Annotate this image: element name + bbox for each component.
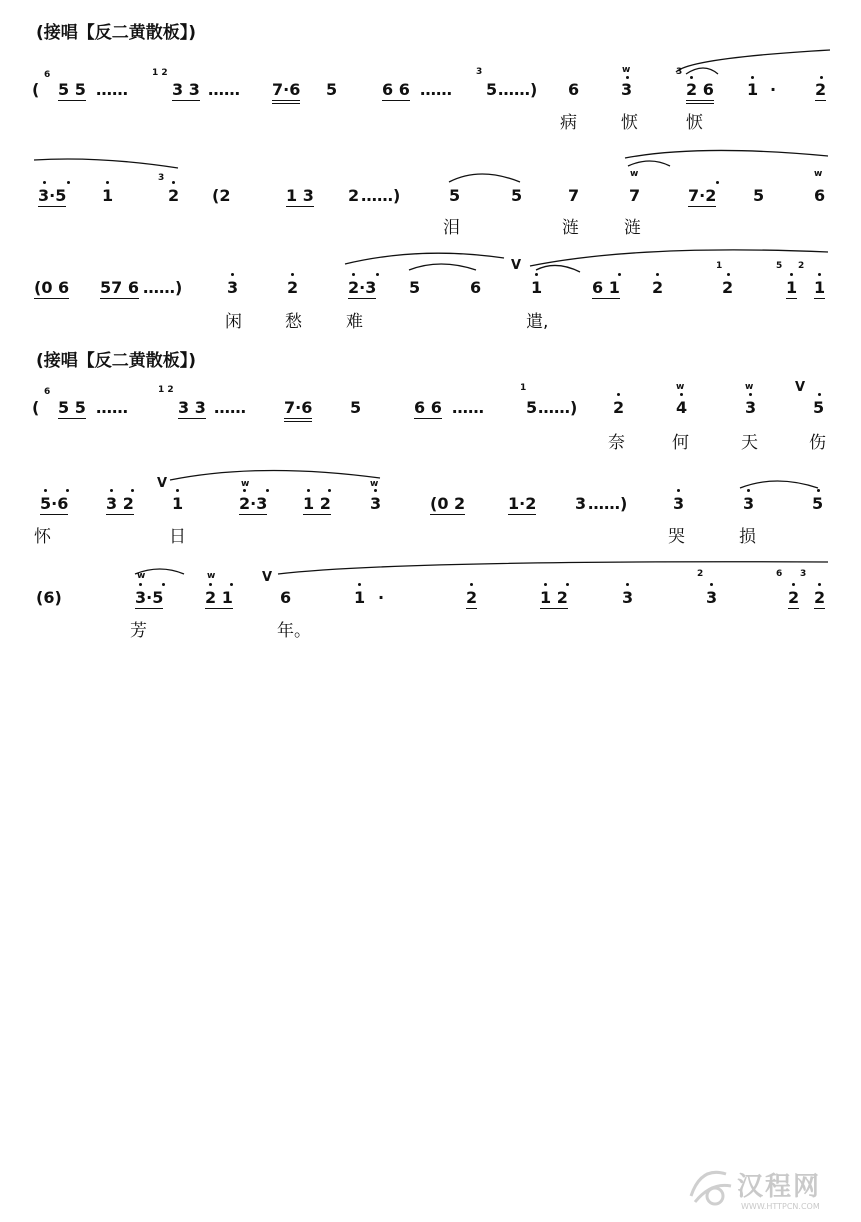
slur-line <box>34 159 178 168</box>
lyric-char: 怀 <box>34 527 51 547</box>
note-token: ( <box>32 398 40 417</box>
note-token: 1 <box>531 278 543 297</box>
note-token: 3 <box>621 80 633 99</box>
note-token: ……) <box>143 278 183 297</box>
note-token: 2 <box>722 278 734 297</box>
note-token: 7 <box>629 186 641 205</box>
note-token: 6 <box>814 186 826 205</box>
note-token: 3 <box>575 494 587 513</box>
mordent-mark: w <box>622 65 631 75</box>
lyric-char: 日 <box>169 527 186 547</box>
mordent-mark: w <box>630 169 639 179</box>
lyric-char: 泪 <box>443 218 460 238</box>
grace-note: 2 <box>697 569 704 579</box>
note-token: (2 <box>212 186 231 205</box>
note-token: …… <box>208 80 240 99</box>
slur-line <box>625 150 828 158</box>
note-token: 2 <box>815 80 827 99</box>
note-token: 6 6 <box>414 398 442 417</box>
note-token: …… <box>96 398 128 417</box>
note-token: 7 <box>568 186 580 205</box>
slur-line <box>536 265 580 272</box>
note-token: 1 2 <box>303 494 331 513</box>
lyric-char: 天 <box>741 433 758 453</box>
note-token: 57 6 <box>100 278 139 297</box>
mordent-mark: w <box>241 479 250 489</box>
slur-line <box>686 68 718 74</box>
grace-note: 1 <box>716 261 723 271</box>
note-token: 5 <box>526 398 538 417</box>
note-token: 5 <box>350 398 362 417</box>
note-token: 3 2 <box>106 494 134 513</box>
grace-note: 3 <box>676 67 683 77</box>
note-token: 5 <box>449 186 461 205</box>
note-token: 3 3 <box>172 80 200 99</box>
note-token: 1·2 <box>508 494 537 513</box>
mordent-mark: w <box>370 479 379 489</box>
note-token: (6) <box>36 588 62 607</box>
note-token: (0 6 <box>34 278 70 297</box>
note-token: 5 5 <box>58 80 86 99</box>
note-token: 3·5 <box>135 588 164 607</box>
lyric-char: 涟 <box>624 218 641 238</box>
note-token: 5 <box>812 494 824 513</box>
grace-note: 5 <box>776 261 783 271</box>
note-token: 3 <box>706 588 718 607</box>
slur-line <box>135 569 184 574</box>
lyric-char: 闲 <box>225 312 242 332</box>
grace-note: 6 <box>776 569 783 579</box>
mordent-mark: w <box>814 169 823 179</box>
note-token: 6 6 <box>382 80 410 99</box>
note-token: 3 3 <box>178 398 206 417</box>
note-token: 3 <box>370 494 382 513</box>
grace-note: 1 2 <box>152 68 168 78</box>
note-token: 6 <box>470 278 482 297</box>
breath-mark: V <box>795 380 806 395</box>
note-token: 6 <box>568 80 580 99</box>
watermark-logo-icon <box>681 1156 741 1216</box>
note-token: ……) <box>538 398 578 417</box>
note-token: …… <box>452 398 484 417</box>
note-token: 7·6 <box>272 80 300 104</box>
note-token: 7·6 <box>284 398 312 422</box>
note-token: 2 <box>348 186 360 205</box>
note-token: 4 <box>676 398 688 417</box>
lyric-char: 恹 <box>686 113 703 133</box>
slur-line <box>449 174 520 182</box>
note-token: 5 <box>813 398 825 417</box>
mordent-mark: w <box>676 382 685 392</box>
note-token: 5 <box>511 186 523 205</box>
grace-note: 6 <box>44 70 51 80</box>
note-token: 2 <box>652 278 664 297</box>
note-token: 5 <box>753 186 765 205</box>
lyric-char: 难 <box>346 312 363 332</box>
lyric-char: 哭 <box>668 527 685 547</box>
slur-line <box>345 253 504 264</box>
note-token: 2 6 <box>686 80 714 104</box>
slur-line <box>628 161 670 166</box>
lyric-char: 损 <box>739 527 756 547</box>
slur-line <box>278 562 828 574</box>
lyric-char: 遣, <box>526 312 549 332</box>
slur-line <box>740 481 818 488</box>
note-token: 2·3 <box>348 278 377 297</box>
note-token: 6 1 <box>592 278 620 297</box>
note-token: ……) <box>498 80 538 99</box>
watermark-text: 汉程网 <box>737 1172 822 1202</box>
grace-note: 6 <box>44 387 51 397</box>
note-token: 3·5 <box>38 186 67 205</box>
lyric-char: 恹 <box>621 113 638 133</box>
note-token: 3 <box>227 278 239 297</box>
note-token: 2 <box>613 398 625 417</box>
note-token: 1 <box>172 494 184 513</box>
slur-line <box>409 264 476 270</box>
note-token: ( <box>32 80 40 99</box>
note-token: ……) <box>588 494 628 513</box>
note-token: 1 <box>786 278 798 297</box>
note-token: 3 <box>673 494 685 513</box>
note-token: · <box>378 588 385 607</box>
note-token: 2·3 <box>239 494 268 513</box>
note-token: 6 <box>280 588 292 607</box>
watermark-url: WWW.HTTPCN.COM <box>741 1202 820 1211</box>
grace-note: 3 <box>158 173 165 183</box>
note-token: 1 <box>747 80 759 99</box>
note-token: 5 <box>326 80 338 99</box>
note-token: 3 <box>622 588 634 607</box>
breath-mark: V <box>511 258 522 273</box>
note-token: · <box>770 80 777 99</box>
grace-note: 1 <box>520 383 527 393</box>
note-token: …… <box>96 80 128 99</box>
breath-mark: V <box>157 476 168 491</box>
grace-note: 3 <box>800 569 807 579</box>
note-token: 5 5 <box>58 398 86 417</box>
note-token: 1 2 <box>540 588 568 607</box>
lyric-char: 何 <box>672 433 689 453</box>
note-token: 5 <box>486 80 498 99</box>
grace-note: 1 2 <box>158 385 174 395</box>
note-token: (0 2 <box>430 494 466 513</box>
lyric-char: 愁 <box>285 312 302 332</box>
lyric-char: 涟 <box>562 218 579 238</box>
note-token: 1 <box>814 278 826 297</box>
breath-mark: V <box>262 570 273 585</box>
grace-note: 2 <box>798 261 805 271</box>
note-token: 7·2 <box>688 186 717 205</box>
note-token: 2 1 <box>205 588 233 607</box>
lyric-char: 病 <box>560 113 577 133</box>
note-token: 5·6 <box>40 494 69 513</box>
section-header: (接唱【反二黄散板】) <box>36 351 197 371</box>
note-token: ……) <box>361 186 401 205</box>
note-token: 2 <box>788 588 800 607</box>
mordent-mark: w <box>745 382 754 392</box>
mordent-mark: w <box>137 571 146 581</box>
lyric-char: 伤 <box>809 433 826 453</box>
slur-line <box>530 250 828 266</box>
note-token: 2 <box>814 588 826 607</box>
lyric-char: 芳 <box>130 621 147 641</box>
note-token: 2 <box>287 278 299 297</box>
site-watermark <box>681 1156 841 1216</box>
note-token: 3 <box>743 494 755 513</box>
grace-note: 3 <box>476 67 483 77</box>
lyric-char: 奈 <box>608 433 625 453</box>
note-token: 1 <box>102 186 114 205</box>
note-token: 3 <box>745 398 757 417</box>
note-token: 5 <box>409 278 421 297</box>
note-token: 2 <box>466 588 478 607</box>
note-token: 1 3 <box>286 186 314 205</box>
note-token: 2 <box>168 186 180 205</box>
note-token: …… <box>420 80 452 99</box>
mordent-mark: w <box>207 571 216 581</box>
slur-line <box>170 470 380 480</box>
note-token: …… <box>214 398 246 417</box>
section-header: (接唱【反二黄散板】) <box>36 23 197 43</box>
lyric-char: 年。 <box>277 621 311 641</box>
note-token: 1 <box>354 588 366 607</box>
